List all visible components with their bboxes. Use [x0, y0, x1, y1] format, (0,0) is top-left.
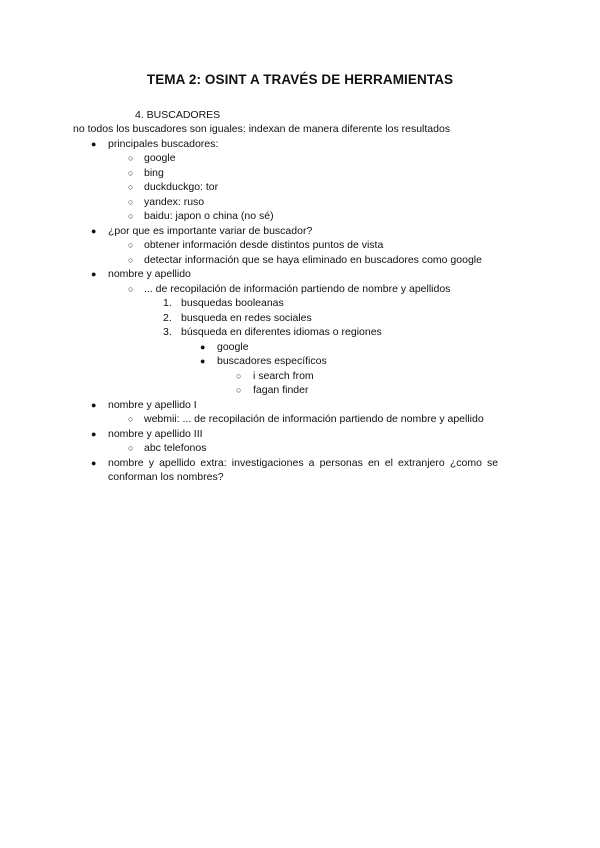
list-item: google	[144, 152, 176, 164]
list-item: buscadores específicos	[217, 355, 327, 367]
circle-marker: ○	[128, 168, 134, 178]
circle-marker: ○	[128, 182, 134, 192]
list-item: i search from	[253, 370, 314, 382]
intro-text: no todos los buscadores son iguales: indexan de manera diferente los resultados	[73, 123, 451, 135]
list-item: yandex: ruso	[144, 196, 205, 208]
section-heading: 4. BUSCADORES	[135, 109, 221, 121]
number-marker: 3.	[163, 326, 172, 338]
circle-marker: ○	[236, 371, 242, 381]
bullet-marker: ●	[91, 139, 97, 149]
list-item: baidu: japon o china (no sé)	[144, 210, 274, 222]
bullet-marker: ●	[200, 342, 206, 352]
bullet-nombre-apellido-iii: nombre y apellido III	[108, 428, 203, 440]
list-item: webmii: ... de recopilación de información partiendo de nombre y apellido	[144, 413, 484, 425]
bullet-nombre-apellido-i: nombre y apellido I	[108, 399, 197, 411]
list-item: ... de recopilación de información partiendo de nombre y apellidos	[144, 283, 451, 295]
bullet-extra-line1: nombre y apellido extra: investigaciones a personas en el extranjero ¿como se	[108, 457, 499, 469]
document-title: TEMA 2: OSINT A TRAVÉS DE HERRAMIENTAS	[146, 72, 454, 87]
list-item: duckduckgo: tor	[144, 181, 219, 193]
bullet-marker: ●	[200, 356, 206, 366]
number-marker: 2.	[163, 312, 172, 324]
number-marker: 1.	[163, 297, 172, 309]
circle-marker: ○	[128, 211, 134, 221]
bullet-marker: ●	[91, 269, 97, 279]
list-item: fagan finder	[253, 384, 309, 396]
numbered-item: busquedas booleanas	[181, 297, 284, 309]
bullet-principales: principales buscadores:	[108, 138, 219, 150]
list-item: abc telefonos	[144, 442, 207, 454]
bullet-extra-line2: conforman los nombres?	[108, 471, 224, 483]
circle-marker: ○	[236, 385, 242, 395]
bullet-marker: ●	[91, 458, 97, 468]
circle-marker: ○	[128, 153, 134, 163]
circle-marker: ○	[128, 255, 134, 265]
list-item: detectar información que se haya eliminado en buscadores como google	[144, 254, 482, 266]
numbered-item: búsqueda en diferentes idiomas o regiones	[181, 326, 382, 338]
numbered-item: busqueda en redes sociales	[181, 312, 312, 324]
bullet-variar: ¿por que es importante variar de buscador?	[108, 225, 313, 237]
bullet-marker: ●	[91, 226, 97, 236]
bullet-marker: ●	[91, 400, 97, 410]
bullet-marker: ●	[91, 429, 97, 439]
bullet-nombre-apellido: nombre y apellido	[108, 268, 191, 280]
circle-marker: ○	[128, 197, 134, 207]
circle-marker: ○	[128, 443, 134, 453]
circle-marker: ○	[128, 240, 134, 250]
list-item: google	[217, 341, 249, 353]
list-item: obtener información desde distintos puntos de vista	[144, 239, 384, 251]
circle-marker: ○	[128, 414, 134, 424]
list-item: bing	[144, 167, 164, 179]
circle-marker: ○	[128, 284, 134, 294]
